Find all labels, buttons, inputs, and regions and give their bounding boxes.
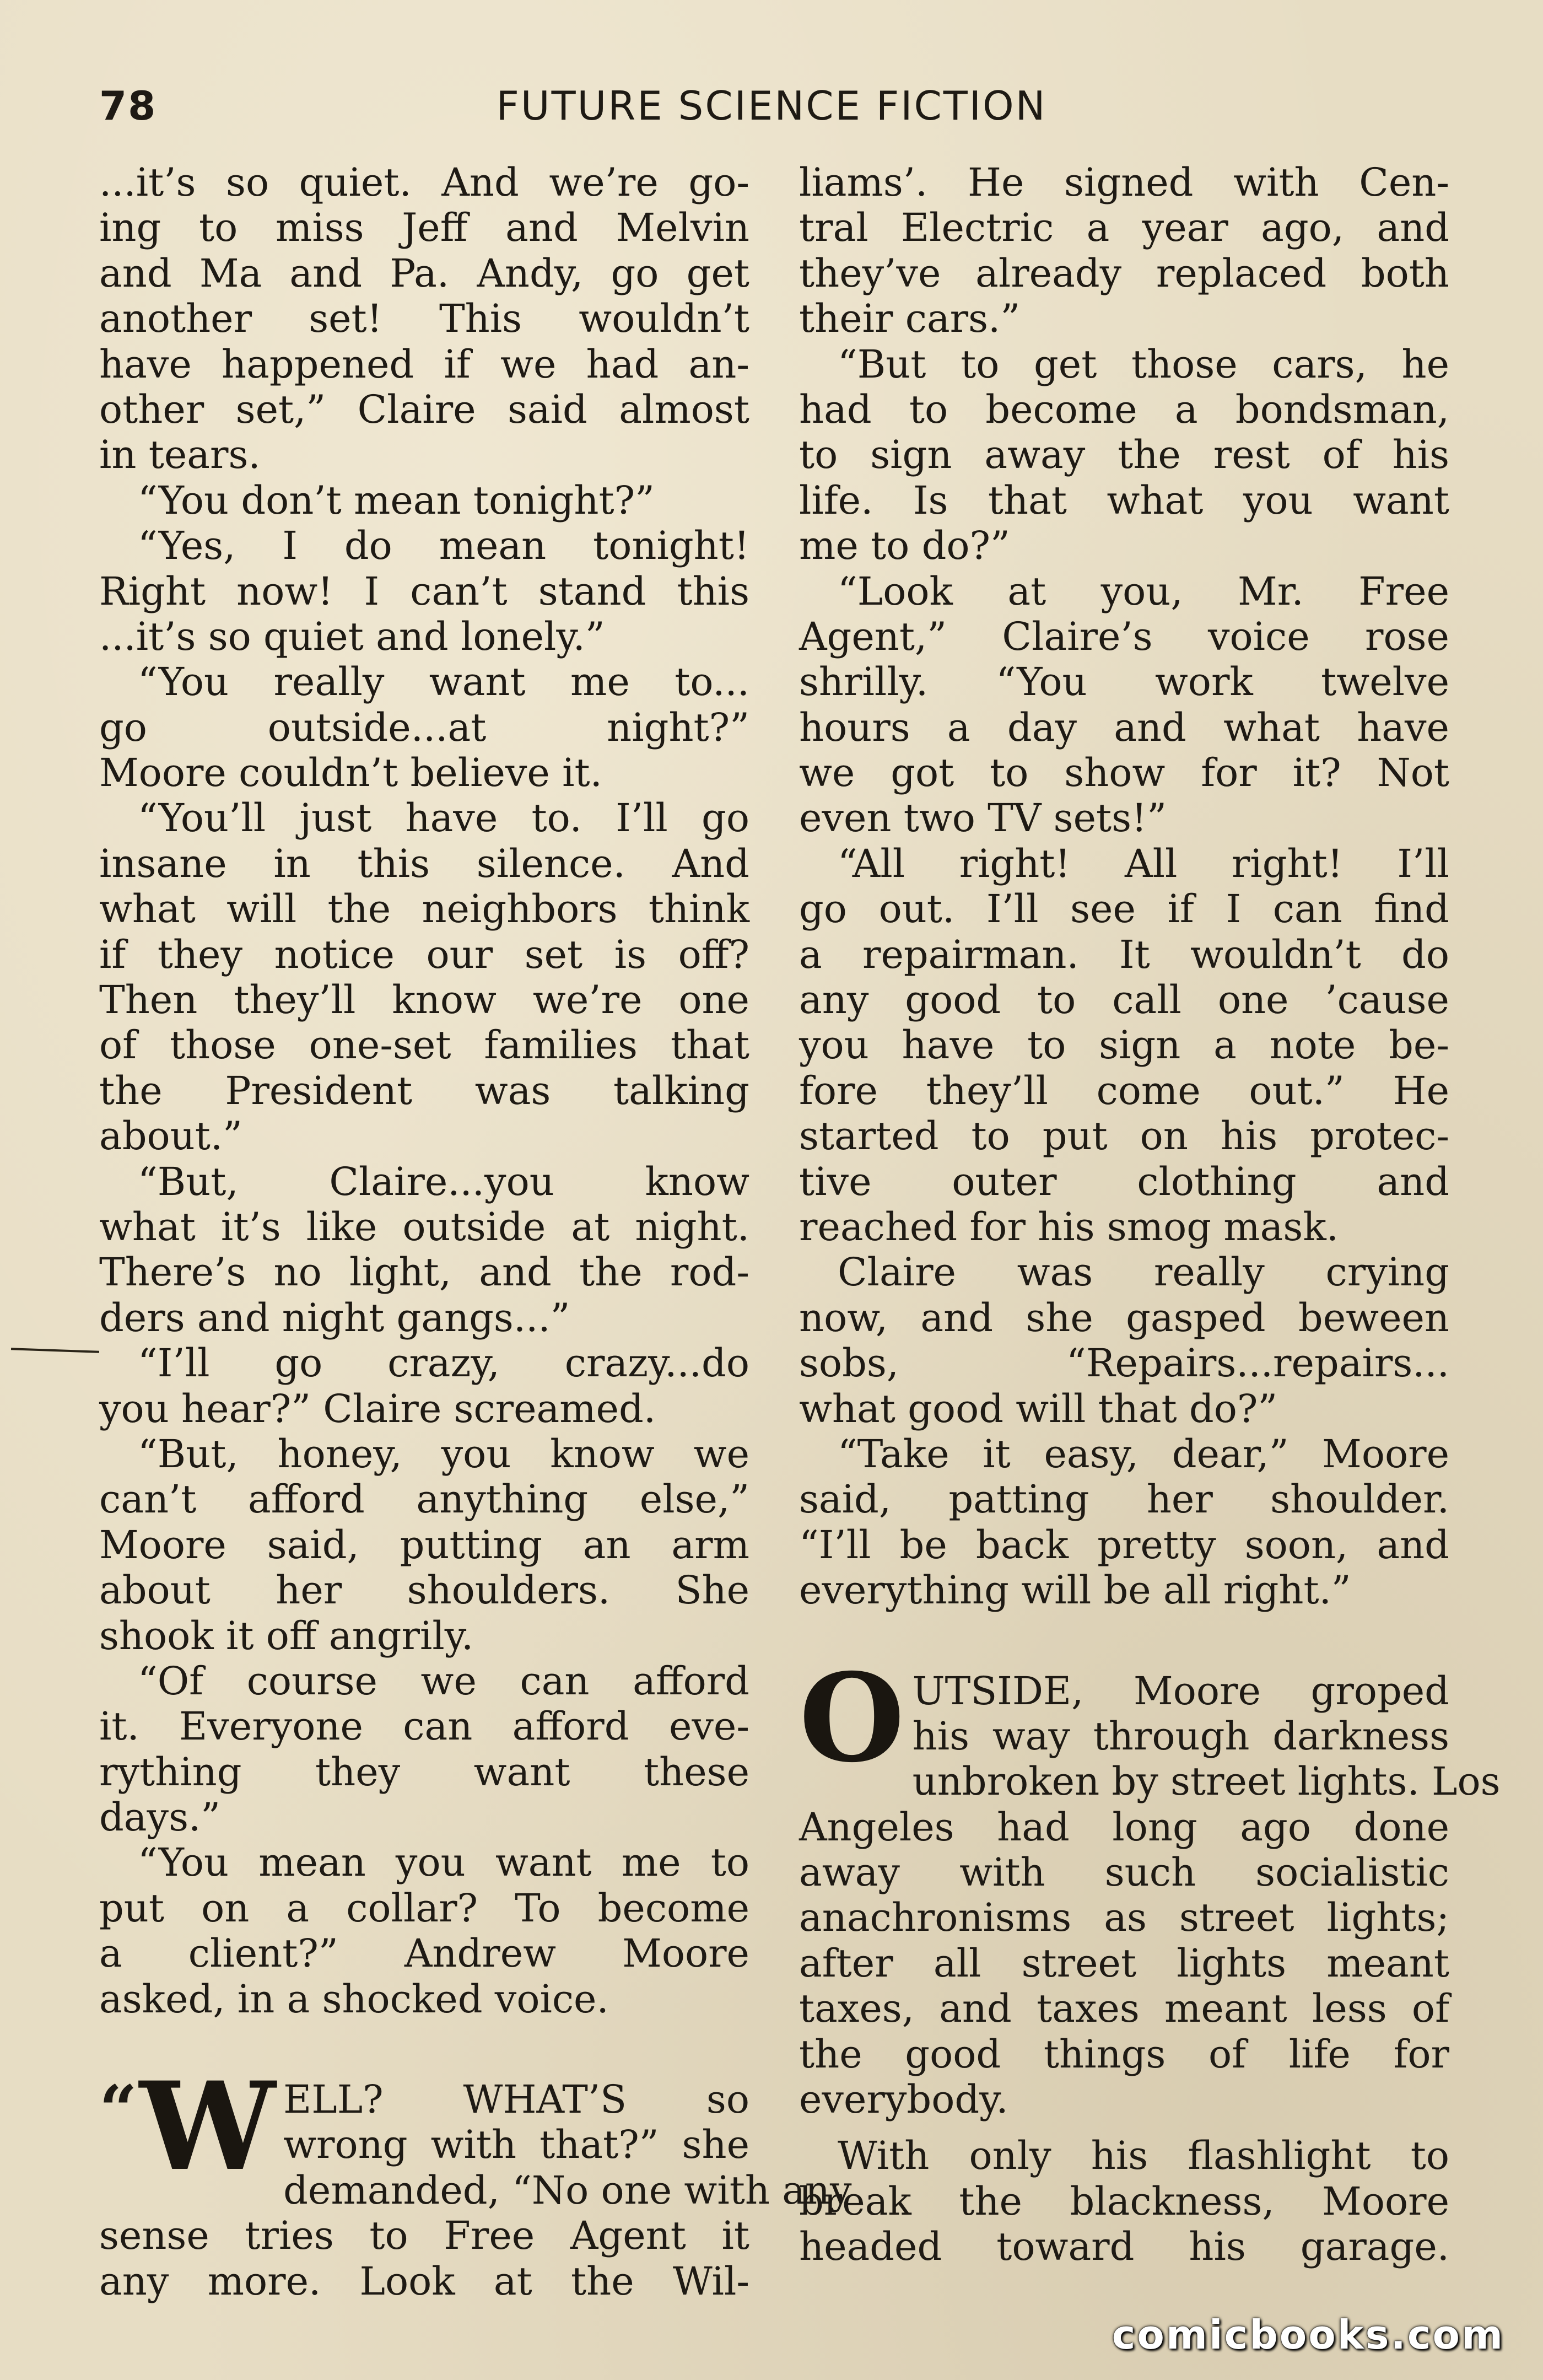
text-line: now, and she gasped beween xyxy=(799,1295,1449,1340)
section-break-paragraph xyxy=(799,1646,1501,2123)
text-line: his way through darkness xyxy=(912,1713,1449,1759)
text-line: any good to call one ’cause xyxy=(799,977,1449,1023)
text-line: “Of course we can afford xyxy=(138,1658,749,1704)
text-line: about her shoulders. She xyxy=(99,1568,749,1613)
text-line: Right now! I can’t stand this xyxy=(99,568,749,614)
text-line: they’ve already replaced both xyxy=(799,250,1449,296)
text-line: the good things of life for xyxy=(799,2031,1449,2077)
text-line: have happened if we had an- xyxy=(99,341,749,387)
text-line: “You’ll just have to. I’ll go xyxy=(138,795,749,841)
text-line: tral Electric a year ago, and xyxy=(799,205,1449,251)
text-line: the President was talking xyxy=(99,1068,749,1113)
text-line: “But, honey, you know we xyxy=(138,1431,749,1477)
text-line: ders and night gangs...” xyxy=(99,1295,570,1340)
text-line: rything they want these xyxy=(99,1749,749,1795)
text-line: Agent,” Claire’s voice rose xyxy=(799,613,1449,659)
text-line: in tears. xyxy=(99,432,261,478)
text-line: Moore couldn’t believe it. xyxy=(99,750,602,796)
text-line: anachronisms as street lights; xyxy=(799,1895,1449,1941)
text-line: taxes, and taxes meant less of xyxy=(799,1986,1449,2032)
left-column xyxy=(99,160,852,2304)
text-line: liams’. He signed with Cen- xyxy=(799,160,1449,205)
text-line: what will the neighbors think xyxy=(99,886,749,932)
text-line: other set,” Claire said almost xyxy=(99,386,749,432)
text-line: we got to show for it? Not xyxy=(799,750,1449,796)
text-line: days.” xyxy=(99,1795,221,1840)
text-line: “Yes, I do mean tonight! xyxy=(138,523,749,569)
text-line: shrilly. “You work twelve xyxy=(799,659,1449,705)
text-line: insane in this silence. And xyxy=(99,841,749,886)
text-line: sense tries to Free Agent it xyxy=(99,2213,749,2259)
text-line: go outside...at night?” xyxy=(99,704,749,750)
text-line: “I’ll go crazy, crazy...do xyxy=(138,1340,749,1386)
text-line: go out. I’ll see if I can find xyxy=(799,886,1449,932)
text-line: a client?” Andrew Moore xyxy=(99,1931,749,1977)
text-line: fore they’ll come out.” He xyxy=(799,1068,1449,1113)
text-line: There’s no light, and the rod- xyxy=(99,1250,749,1295)
text-line: “But, Claire...you know xyxy=(138,1159,749,1204)
text-line: break the blackness, Moore xyxy=(799,2178,1449,2224)
text-line: asked, in a shocked voice. xyxy=(99,1976,609,2022)
text-line: “Take it easy, dear,” Moore xyxy=(838,1431,1449,1477)
text-line: ing to miss Jeff and Melvin xyxy=(99,205,749,251)
text-line: sobs, “Repairs...repairs... xyxy=(799,1340,1449,1386)
text-line: wrong with that?” she xyxy=(283,2122,749,2168)
text-line: you have to sign a note be- xyxy=(799,1022,1449,1068)
text-line: “Look at you, Mr. Free xyxy=(838,568,1449,614)
text-line: it. Everyone can afford eve- xyxy=(99,1704,749,1749)
text-line: demanded, “No one with any xyxy=(283,2167,852,2213)
text-line: their cars.” xyxy=(799,296,1021,342)
text-line: Angeles had long ago done xyxy=(799,1804,1449,1850)
text-line: “You mean you want me to xyxy=(138,1840,749,1886)
right-column xyxy=(799,160,1501,2270)
text-line: to sign away the rest of his xyxy=(799,432,1449,478)
text-line: what it’s like outside at night. xyxy=(99,1204,749,1250)
text-line: Moore said, putting an arm xyxy=(99,1522,749,1568)
margin-pencil-mark xyxy=(11,1348,99,1353)
text-line: can’t afford anything else,” xyxy=(99,1477,749,1522)
text-line: “I’ll be back pretty soon, and xyxy=(799,1522,1449,1568)
text-line: any more. Look at the Wil- xyxy=(99,2258,749,2304)
text-line: said, patting her shoulder. xyxy=(799,1477,1449,1522)
text-line: ...it’s so quiet. And we’re go- xyxy=(99,160,749,205)
text-line: Claire was really crying xyxy=(838,1250,1449,1295)
text-line: away with such socialistic xyxy=(799,1850,1449,1896)
text-line: reached for his smog mask. xyxy=(799,1204,1339,1250)
text-line: had to become a bondsman, xyxy=(799,386,1449,432)
watermark-logo: comicbooks.com xyxy=(1112,2312,1504,2358)
text-line: of those one-set families that xyxy=(99,1022,749,1068)
text-line: hours a day and what have xyxy=(799,704,1449,750)
text-line: everything will be all right.” xyxy=(799,1568,1351,1613)
text-line: if they notice our set is off? xyxy=(99,931,749,977)
drop-cap-letter: O xyxy=(799,1646,905,1789)
text-line: started to put on his protec- xyxy=(799,1113,1449,1159)
drop-cap-letter: W xyxy=(139,2055,276,2198)
text-line: everybody. xyxy=(799,2077,1008,2123)
section-break-paragraph xyxy=(99,2055,852,2304)
text-line: “All right! All right! I’ll xyxy=(838,841,1449,886)
text-line: “You don’t mean tonight?” xyxy=(138,477,655,523)
text-line: you hear?” Claire screamed. xyxy=(99,1386,656,1431)
text-line: life. Is that what you want xyxy=(799,477,1449,523)
text-line: a repairman. It wouldn’t do xyxy=(799,931,1449,977)
running-title: FUTURE SCIENCE FICTION xyxy=(496,83,1047,129)
page-number: 78 xyxy=(99,83,157,129)
text-line: after all street lights meant xyxy=(799,1940,1449,1986)
text-line: put on a collar? To become xyxy=(99,1885,749,1931)
text-line: With only his flashlight to xyxy=(838,2133,1449,2179)
text-line: about.” xyxy=(99,1113,242,1159)
text-line: headed toward his garage. xyxy=(799,2224,1449,2270)
text-line: Then they’ll know we’re one xyxy=(99,977,749,1023)
text-line: even two TV sets!” xyxy=(799,795,1167,841)
text-line: what good will that do?” xyxy=(799,1386,1278,1431)
text-line: shook it off angrily. xyxy=(99,1613,474,1659)
text-line: unbroken by street lights. Los xyxy=(912,1759,1501,1805)
text-line: “But to get those cars, he xyxy=(838,341,1449,387)
drop-quote-mark: “ xyxy=(99,2071,138,2149)
text-line: tive outer clothing and xyxy=(799,1159,1449,1204)
text-line: another set! This wouldn’t xyxy=(99,296,749,342)
text-line: “You really want me to... xyxy=(138,659,749,705)
text-line: me to do?” xyxy=(799,523,1010,569)
text-line: and Ma and Pa. Andy, go get xyxy=(99,250,749,296)
text-line: UTSIDE, Moore groped xyxy=(912,1668,1449,1714)
text-line: ...it’s so quiet and lonely.” xyxy=(99,613,605,659)
text-line: ELL? WHAT’S so xyxy=(283,2077,749,2123)
